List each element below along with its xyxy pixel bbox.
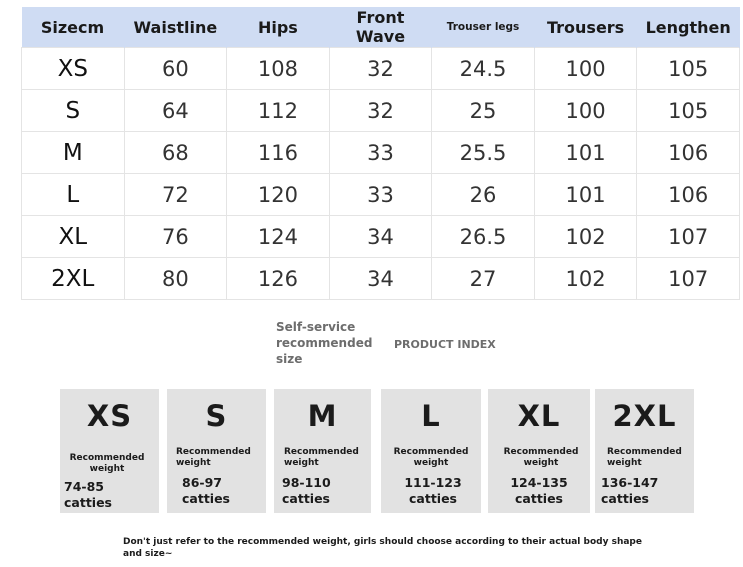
table-cell: 124 bbox=[227, 216, 330, 258]
card-weight-range: 111-123 catties bbox=[404, 475, 462, 506]
column-header-lengthen: Lengthen bbox=[637, 7, 740, 48]
card-size-label: XL bbox=[517, 399, 561, 433]
table-cell: 105 bbox=[637, 90, 740, 132]
column-header-hips: Hips bbox=[227, 7, 330, 48]
table-row bbox=[22, 90, 740, 132]
table-cell: 100 bbox=[534, 48, 637, 90]
table-cell: 80 bbox=[124, 258, 227, 300]
card-recommended-label: Recommended weight bbox=[393, 447, 469, 468]
table-cell: 107 bbox=[637, 258, 740, 300]
table-cell: 26.5 bbox=[432, 216, 535, 258]
table-cell: 25 bbox=[432, 90, 535, 132]
table-cell: 106 bbox=[637, 132, 740, 174]
table-cell: 107 bbox=[637, 216, 740, 258]
card-size-label: XS bbox=[86, 399, 133, 433]
card-recommended-label: Recommended weight bbox=[176, 447, 251, 468]
table-cell: 32 bbox=[329, 90, 432, 132]
table-cell: 102 bbox=[534, 258, 637, 300]
table-cell: 72 bbox=[124, 174, 227, 216]
card-weight-range: 86-97 catties bbox=[182, 475, 230, 506]
table-cell: 25.5 bbox=[432, 132, 535, 174]
table-row bbox=[22, 258, 740, 300]
table-cell: 32 bbox=[329, 48, 432, 90]
table-cell: 24.5 bbox=[432, 48, 535, 90]
card-recommended-label: Recommended weight bbox=[607, 447, 682, 468]
size-card-2xl bbox=[595, 389, 694, 513]
table-cell: 27 bbox=[432, 258, 535, 300]
card-weight-range: 98-110 catties bbox=[282, 475, 331, 506]
table-row bbox=[22, 48, 740, 90]
table-cell-size: 2XL bbox=[22, 258, 125, 300]
table-cell: 34 bbox=[329, 216, 432, 258]
table-cell: 126 bbox=[227, 258, 330, 300]
column-header-trouser-legs: Trouser legs bbox=[432, 7, 535, 48]
card-recommended-label: Recommended weight bbox=[284, 447, 359, 468]
table-row bbox=[22, 174, 740, 216]
card-recommended-label: Recommended weight bbox=[503, 447, 579, 468]
table-cell: 68 bbox=[124, 132, 227, 174]
card-size-label: S bbox=[205, 399, 228, 433]
table-cell: 60 bbox=[124, 48, 227, 90]
size-card-m bbox=[274, 389, 371, 513]
table-cell: 120 bbox=[227, 174, 330, 216]
product-index-label: PRODUCT INDEX bbox=[394, 338, 496, 351]
card-weight-range: 136-147 catties bbox=[601, 475, 659, 506]
table-cell: 64 bbox=[124, 90, 227, 132]
table-row bbox=[22, 132, 740, 174]
table-cell-size: XL bbox=[22, 216, 125, 258]
table-cell-size: XS bbox=[22, 48, 125, 90]
table-cell-size: S bbox=[22, 90, 125, 132]
table-cell: 112 bbox=[227, 90, 330, 132]
size-chart-table bbox=[21, 7, 740, 300]
card-weight-range: 124-135 catties bbox=[510, 475, 568, 506]
table-cell: 76 bbox=[124, 216, 227, 258]
column-header-front-wave: Front Wave bbox=[329, 7, 432, 48]
table-cell: 101 bbox=[534, 174, 637, 216]
table-cell: 26 bbox=[432, 174, 535, 216]
footnote-text: Don't just refer to the recommended weight, girls should choose according to their actual body shape and size~ bbox=[123, 537, 642, 559]
table-cell: 33 bbox=[329, 174, 432, 216]
table-cell: 105 bbox=[637, 48, 740, 90]
self-service-title: Self-service recommended size bbox=[276, 320, 373, 366]
size-card-xs bbox=[60, 389, 159, 513]
table-cell: 102 bbox=[534, 216, 637, 258]
table-cell: 101 bbox=[534, 132, 637, 174]
card-size-label: 2XL bbox=[612, 399, 677, 433]
column-header-waistline: Waistline bbox=[124, 7, 227, 48]
table-cell: 100 bbox=[534, 90, 637, 132]
size-card-xl bbox=[488, 389, 590, 513]
size-card-l bbox=[381, 389, 481, 513]
table-cell: 33 bbox=[329, 132, 432, 174]
table-header-row bbox=[22, 7, 740, 48]
table-row bbox=[22, 216, 740, 258]
table-cell: 116 bbox=[227, 132, 330, 174]
card-size-label: L bbox=[421, 399, 441, 433]
table-cell: 108 bbox=[227, 48, 330, 90]
card-weight-range: 74-85 catties bbox=[64, 479, 112, 510]
table-cell: 106 bbox=[637, 174, 740, 216]
card-recommended-label: Recommended weight bbox=[69, 453, 145, 474]
table-cell-size: M bbox=[22, 132, 125, 174]
card-size-label: M bbox=[307, 399, 338, 433]
table-cell: 34 bbox=[329, 258, 432, 300]
column-header-trousers: Trousers bbox=[534, 7, 637, 48]
column-header-size: Sizecm bbox=[22, 7, 125, 48]
table-cell-size: L bbox=[22, 174, 125, 216]
size-card-s bbox=[167, 389, 266, 513]
